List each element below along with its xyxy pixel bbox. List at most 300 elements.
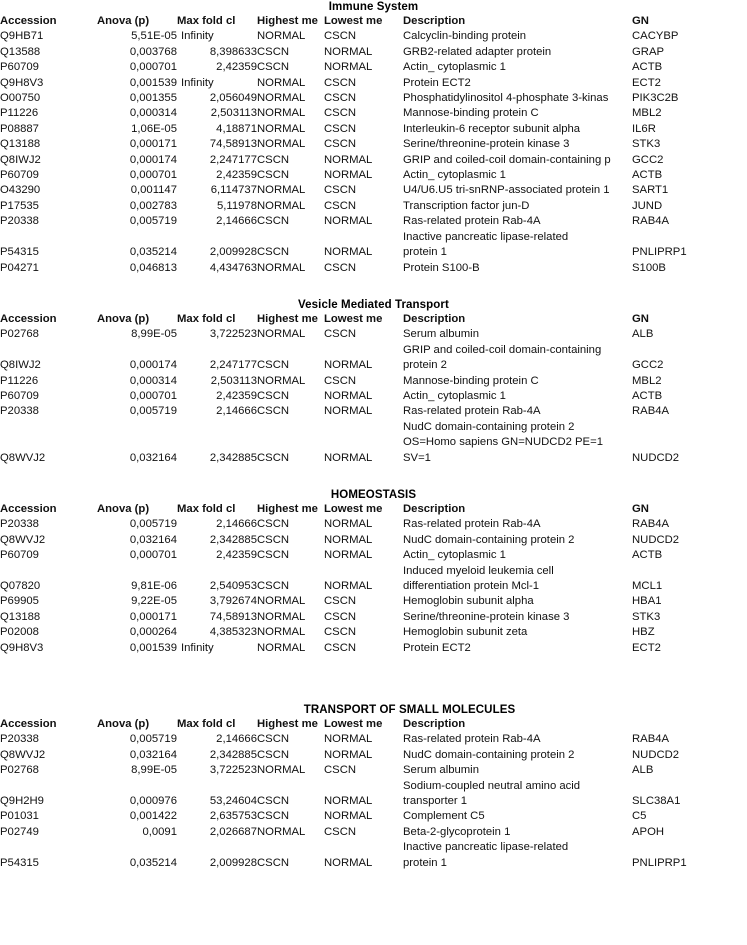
description-line: Inactive pancreatic lipase-related xyxy=(403,230,569,243)
cell-lowest-mean: NORMAL xyxy=(324,451,373,464)
cell-anova-p: 0,002783 xyxy=(129,199,177,212)
cell-gene-name: S100B xyxy=(632,261,666,274)
table-row xyxy=(0,261,747,276)
description-line: Induced myeloid leukemia cell xyxy=(403,564,554,577)
cell-anova-p: 0,005719 xyxy=(129,215,177,228)
cell-description xyxy=(403,168,632,183)
cell-gene-name: C5 xyxy=(632,810,647,823)
cell-lowest-mean: NORMAL xyxy=(324,359,373,372)
column-header-highest-mean: Highest me xyxy=(257,502,318,515)
cell-gene-name: NUDCD2 xyxy=(632,533,680,546)
table-row xyxy=(0,199,747,214)
section-spacer xyxy=(0,276,747,298)
description-lines xyxy=(403,374,632,389)
cell-lowest-mean: NORMAL xyxy=(324,733,373,746)
cell-highest-mean: NORMAL xyxy=(257,825,306,838)
cell-description xyxy=(403,825,632,840)
section-title: Vesicle Mediated Transport xyxy=(298,298,449,311)
description-lines xyxy=(403,76,632,91)
section-spacer xyxy=(0,656,747,703)
cell-anova-p: 9,81E-06 xyxy=(131,580,177,592)
cell-description xyxy=(403,564,632,595)
cell-description xyxy=(403,91,632,106)
cell-lowest-mean: CSCN xyxy=(324,595,357,608)
column-header-gn: GN xyxy=(632,502,649,515)
column-header-accession: Accession xyxy=(0,718,57,731)
cell-highest-mean: NORMAL xyxy=(257,184,306,197)
cell-highest-mean: NORMAL xyxy=(257,138,306,151)
description-line: NudC domain-containing protein 2 xyxy=(403,420,575,433)
cell-max-fold-change: 2,009928 xyxy=(209,856,257,869)
cell-description xyxy=(403,779,632,810)
cell-lowest-mean: NORMAL xyxy=(324,45,373,58)
cell-anova-p: 0,000174 xyxy=(129,153,177,166)
description-lines xyxy=(403,137,632,152)
cell-highest-mean: CSCN xyxy=(257,810,290,823)
table-row xyxy=(0,389,747,404)
cell-max-fold-change: 2,503113 xyxy=(210,107,257,120)
column-header-anova: Anova (p) xyxy=(97,502,150,515)
cell-description xyxy=(403,404,632,419)
cell-anova-p: 0,035214 xyxy=(129,246,177,259)
table-row xyxy=(0,533,747,548)
cell-description xyxy=(403,183,632,198)
table-row xyxy=(0,183,747,198)
cell-max-fold-change: 2,635753 xyxy=(209,810,257,823)
cell-lowest-mean: NORMAL xyxy=(324,518,373,531)
table-row xyxy=(0,517,747,532)
cell-lowest-mean: CSCN xyxy=(324,610,357,623)
cell-lowest-mean: NORMAL xyxy=(324,61,373,74)
section-title: HOMEOSTASIS xyxy=(330,488,417,501)
cell-highest-mean: CSCN xyxy=(257,451,290,464)
cell-highest-mean: CSCN xyxy=(257,733,290,746)
cell-accession: P02768 xyxy=(0,764,39,777)
table-row xyxy=(0,230,747,261)
description-line: Serine/threonine-protein kinase 3 xyxy=(403,138,570,151)
cell-lowest-mean: NORMAL xyxy=(324,795,373,808)
table-row xyxy=(0,809,747,824)
cell-anova-p: 0,000976 xyxy=(129,795,177,808)
table-row xyxy=(0,594,747,609)
cell-highest-mean: CSCN xyxy=(257,748,290,761)
cell-max-fold-change: 2,247177 xyxy=(209,359,257,372)
cell-gene-name: PNLIPRP1 xyxy=(632,246,687,259)
cell-max-fold-change: 53,24604 xyxy=(209,795,257,808)
cell-highest-mean: CSCN xyxy=(257,518,290,531)
cell-lowest-mean: CSCN xyxy=(324,76,357,89)
cell-lowest-mean: NORMAL xyxy=(324,389,373,402)
description-line: transporter 1 xyxy=(403,795,468,808)
cell-lowest-mean: CSCN xyxy=(324,764,357,777)
cell-anova-p: 0,046813 xyxy=(129,261,177,274)
cell-max-fold-change: 2,14666 xyxy=(216,733,257,746)
cell-accession: P60709 xyxy=(0,169,39,182)
cell-gene-name: ACTB xyxy=(632,61,663,74)
description-lines xyxy=(403,517,632,532)
description-lines xyxy=(403,825,632,840)
table-row xyxy=(0,76,747,91)
cell-accession: P20338 xyxy=(0,733,39,746)
cell-description xyxy=(403,60,632,75)
description-line: Hemoglobin subunit alpha xyxy=(403,595,534,608)
description-lines xyxy=(403,610,632,625)
cell-highest-mean: CSCN xyxy=(257,533,290,546)
cell-max-fold-change: 2,342885 xyxy=(209,533,257,546)
description-line: Sodium-coupled neutral amino acid xyxy=(403,779,581,792)
description-line: Complement C5 xyxy=(403,810,485,823)
cell-max-fold-change: 2,42359 xyxy=(216,549,257,562)
cell-max-fold-change: 4,434763 xyxy=(209,261,257,274)
description-lines xyxy=(403,327,632,342)
cell-anova-p: 0,000171 xyxy=(129,610,177,623)
cell-max-fold-change: 2,42359 xyxy=(216,169,257,182)
cell-max-fold-change: 2,42359 xyxy=(216,61,257,74)
description-line: GRB2-related adapter protein xyxy=(403,45,552,58)
cell-description xyxy=(403,106,632,121)
protein-table xyxy=(0,717,747,871)
cell-lowest-mean: NORMAL xyxy=(324,215,373,228)
cell-highest-mean: CSCN xyxy=(257,580,290,592)
cell-highest-mean: NORMAL xyxy=(257,641,306,654)
description-line: Ras-related protein Rab-4A xyxy=(403,215,541,228)
column-header-lowest-mean: Lowest me xyxy=(324,15,383,27)
description-line: Protein ECT2 xyxy=(403,641,471,654)
description-lines xyxy=(403,29,632,44)
cell-gene-name: MBL2 xyxy=(632,374,662,387)
cell-max-fold-change: 8,398633 xyxy=(209,45,257,58)
pathway-section xyxy=(0,488,747,656)
column-header-description: Description xyxy=(403,15,466,27)
cell-accession: Q8IWJ2 xyxy=(0,153,41,166)
cell-description xyxy=(403,533,632,548)
cell-description xyxy=(403,840,632,871)
cell-description xyxy=(403,517,632,532)
description-lines xyxy=(403,168,632,183)
cell-anova-p: 5,51E-05 xyxy=(131,30,177,43)
description-lines xyxy=(403,779,632,810)
description-lines xyxy=(403,230,632,261)
column-header-highest-mean: Highest me xyxy=(257,312,318,325)
cell-description xyxy=(403,137,632,152)
table-header-row xyxy=(0,312,747,327)
cell-max-fold-change: 2,342885 xyxy=(209,748,257,761)
cell-gene-name: HBA1 xyxy=(632,595,662,608)
cell-highest-mean: NORMAL xyxy=(257,199,306,212)
cell-lowest-mean: CSCN xyxy=(324,107,357,120)
table-row xyxy=(0,564,747,595)
column-header-lowest-mean: Lowest me xyxy=(324,312,383,325)
column-header-max-fold-change: Max fold cl xyxy=(177,312,236,325)
cell-gene-name: STK3 xyxy=(632,138,661,151)
cell-accession: Q8WVJ2 xyxy=(0,748,46,761)
cell-anova-p: 0,005719 xyxy=(129,405,177,418)
cell-gene-name: ACTB xyxy=(632,169,663,182)
column-header-max-fold-change: Max fold cl xyxy=(177,718,236,731)
cell-lowest-mean: CSCN xyxy=(324,184,357,197)
cell-description xyxy=(403,327,632,342)
table-row xyxy=(0,214,747,229)
description-line: Serum albumin xyxy=(403,764,479,777)
cell-gene-name: RAB4A xyxy=(632,518,670,531)
cell-anova-p: 0,001539 xyxy=(129,641,177,654)
description-lines xyxy=(403,261,632,276)
cell-max-fold-change: 2,342885 xyxy=(209,451,257,464)
cell-anova-p: 1,06E-05 xyxy=(131,122,177,135)
cell-highest-mean: CSCN xyxy=(257,45,290,58)
column-header-lowest-mean: Lowest me xyxy=(324,502,383,515)
table-row xyxy=(0,748,747,763)
cell-gene-name: NUDCD2 xyxy=(632,451,680,464)
column-header-anova: Anova (p) xyxy=(97,718,150,731)
description-lines xyxy=(403,533,632,548)
cell-anova-p: 0,000171 xyxy=(129,138,177,151)
table-row xyxy=(0,168,747,183)
column-header-highest-mean: Highest me xyxy=(257,15,318,27)
cell-lowest-mean: NORMAL xyxy=(324,405,373,418)
cell-highest-mean: NORMAL xyxy=(257,328,306,341)
cell-accession: P11226 xyxy=(0,374,39,387)
table-row xyxy=(0,404,747,419)
cell-anova-p: 9,22E-05 xyxy=(131,595,177,608)
cell-description xyxy=(403,230,632,261)
cell-anova-p: 0,000174 xyxy=(129,359,177,372)
column-header-gn xyxy=(632,717,747,732)
cell-highest-mean: CSCN xyxy=(257,389,290,402)
cell-lowest-mean: CSCN xyxy=(324,374,357,387)
cell-accession: Q9HB71 xyxy=(0,30,44,43)
column-header-anova: Anova (p) xyxy=(97,312,150,325)
description-line: GRIP and coiled-coil domain-containing xyxy=(403,343,602,356)
table-row xyxy=(0,420,747,466)
cell-gene-name: ALB xyxy=(632,328,654,341)
description-line: Calcyclin-binding protein xyxy=(403,30,527,43)
cell-accession: Q07820 xyxy=(0,580,41,592)
table-row xyxy=(0,153,747,168)
pathway-section xyxy=(0,703,747,871)
description-line: Protein ECT2 xyxy=(403,76,471,89)
cell-accession: Q13588 xyxy=(0,45,41,58)
cell-lowest-mean: NORMAL xyxy=(324,856,373,869)
cell-highest-mean: NORMAL xyxy=(257,626,306,639)
cell-gene-name: GCC2 xyxy=(632,153,664,166)
table-row xyxy=(0,548,747,563)
description-line: Beta-2-glycoprotein 1 xyxy=(403,825,511,838)
description-line: NudC domain-containing protein 2 xyxy=(403,748,575,761)
cell-anova-p: 0,0091 xyxy=(142,825,177,838)
description-line: Ras-related protein Rab-4A xyxy=(403,405,541,418)
cell-accession: P54315 xyxy=(0,856,39,869)
description-lines xyxy=(403,153,632,168)
section-spacer xyxy=(0,466,747,488)
cell-accession: P20338 xyxy=(0,215,39,228)
cell-highest-mean: CSCN xyxy=(257,405,290,418)
pathway-section xyxy=(0,0,747,276)
cell-max-fold-change: 3,722523 xyxy=(209,764,257,777)
description-line: Hemoglobin subunit zeta xyxy=(403,626,528,639)
cell-anova-p: 0,000701 xyxy=(129,389,177,402)
cell-accession: Q8WVJ2 xyxy=(0,451,46,464)
description-lines xyxy=(403,809,632,824)
column-header-description: Description xyxy=(403,718,466,731)
cell-anova-p: 0,005719 xyxy=(129,733,177,746)
description-line: Actin_ cytoplasmic 1 xyxy=(403,549,506,562)
cell-anova-p: 0,032164 xyxy=(129,533,177,546)
cell-highest-mean: CSCN xyxy=(257,61,290,74)
cell-max-fold-change: 2,503113 xyxy=(210,374,257,387)
description-line: OS=Homo sapiens GN=NUDCD2 PE=1 xyxy=(403,436,603,449)
description-line: SV=1 xyxy=(403,451,431,464)
cell-highest-mean: NORMAL xyxy=(257,610,306,623)
description-line: Actin_ cytoplasmic 1 xyxy=(403,169,506,182)
cell-max-fold-change: 74,58913 xyxy=(209,610,257,623)
cell-accession: P69905 xyxy=(0,595,39,608)
description-line: Interleukin-6 receptor subunit alpha xyxy=(403,122,581,135)
cell-gene-name: ECT2 xyxy=(632,76,661,89)
description-lines xyxy=(403,763,632,778)
cell-gene-name: ACTB xyxy=(632,389,663,402)
cell-accession: Q8IWJ2 xyxy=(0,359,41,372)
cell-accession: P01031 xyxy=(0,810,39,823)
cell-gene-name: GRAP xyxy=(632,45,665,58)
table-row xyxy=(0,840,747,871)
cell-highest-mean: CSCN xyxy=(257,795,290,808)
description-lines xyxy=(403,404,632,419)
cell-description xyxy=(403,732,632,747)
description-line: Actin_ cytoplasmic 1 xyxy=(403,61,506,74)
cell-highest-mean: CSCN xyxy=(257,359,290,372)
cell-highest-mean: CSCN xyxy=(257,856,290,869)
description-lines xyxy=(403,214,632,229)
description-line: Serum albumin xyxy=(403,328,479,341)
cell-lowest-mean: CSCN xyxy=(324,641,357,654)
cell-lowest-mean: NORMAL xyxy=(324,810,373,823)
cell-gene-name: CACYBP xyxy=(632,30,679,43)
description-lines xyxy=(403,199,632,214)
cell-max-fold-change: 2,14666 xyxy=(216,215,257,228)
cell-description xyxy=(403,389,632,404)
cell-max-fold-change: 5,11978 xyxy=(217,199,257,212)
table-row xyxy=(0,779,747,810)
cell-anova-p: 0,032164 xyxy=(129,748,177,761)
cell-highest-mean: NORMAL xyxy=(257,92,306,105)
table-row xyxy=(0,137,747,152)
cell-lowest-mean: CSCN xyxy=(324,825,357,838)
cell-lowest-mean: CSCN xyxy=(324,138,357,151)
cell-gene-name: JUND xyxy=(632,199,663,212)
cell-description xyxy=(403,548,632,563)
table-row xyxy=(0,825,747,840)
cell-accession: O43290 xyxy=(0,184,41,197)
cell-description xyxy=(403,122,632,137)
cell-gene-name: PIK3C2B xyxy=(632,92,679,105)
cell-accession: P11226 xyxy=(0,107,39,120)
cell-gene-name: STK3 xyxy=(632,610,661,623)
cell-description xyxy=(403,625,632,640)
cell-accession: Q9H8V3 xyxy=(0,641,44,654)
cell-gene-name: RAB4A xyxy=(632,215,670,228)
description-lines xyxy=(403,641,632,656)
cell-highest-mean: NORMAL xyxy=(257,261,306,274)
description-line: Serine/threonine-protein kinase 3 xyxy=(403,610,570,623)
cell-gene-name: APOH xyxy=(632,825,665,838)
description-lines xyxy=(403,91,632,106)
cell-max-fold-change: 2,540953 xyxy=(209,580,257,592)
cell-accession: Q13188 xyxy=(0,610,41,623)
description-line: differentiation protein Mcl-1 xyxy=(403,580,540,592)
cell-lowest-mean: NORMAL xyxy=(324,169,373,182)
column-header-accession: Accession xyxy=(0,502,57,515)
cell-description xyxy=(403,748,632,763)
cell-anova-p: 8,99E-05 xyxy=(131,764,177,777)
cell-gene-name: IL6R xyxy=(632,122,656,135)
table-row xyxy=(0,106,747,121)
description-lines xyxy=(403,420,632,466)
cell-max-fold-change: 2,14666 xyxy=(216,518,257,531)
cell-max-fold-change: 3,722523 xyxy=(209,328,257,341)
cell-gene-name: RAB4A xyxy=(632,405,670,418)
cell-accession: P60709 xyxy=(0,389,39,402)
cell-highest-mean: NORMAL xyxy=(257,122,306,135)
protein-table xyxy=(0,502,747,656)
cell-accession: P02008 xyxy=(0,626,39,639)
cell-gene-name: RAB4A xyxy=(632,733,670,746)
description-line: protein 1 xyxy=(403,246,447,259)
cell-accession: Q9H2H9 xyxy=(0,795,44,808)
cell-description xyxy=(403,641,632,656)
table-row xyxy=(0,641,747,656)
cell-lowest-mean: CSCN xyxy=(324,626,357,639)
description-line: NudC domain-containing protein 2 xyxy=(403,533,575,546)
cell-max-fold-change: 3,792674 xyxy=(209,595,257,608)
cell-description xyxy=(403,343,632,374)
cell-gene-name: GCC2 xyxy=(632,359,664,372)
cell-lowest-mean: CSCN xyxy=(324,30,357,43)
cell-accession: Q13188 xyxy=(0,138,41,151)
cell-highest-mean: NORMAL xyxy=(257,595,306,608)
cell-description xyxy=(403,420,632,466)
cell-max-fold-change: 4,385323 xyxy=(209,626,257,639)
cell-description xyxy=(403,29,632,44)
cell-anova-p: 0,000314 xyxy=(129,107,177,120)
cell-accession: Q8WVJ2 xyxy=(0,533,46,546)
table-row xyxy=(0,625,747,640)
cell-highest-mean: CSCN xyxy=(257,169,290,182)
cell-lowest-mean: NORMAL xyxy=(324,533,373,546)
description-line: GRIP and coiled-coil domain-containing p xyxy=(403,153,611,166)
cell-highest-mean: NORMAL xyxy=(257,764,306,777)
description-lines xyxy=(403,625,632,640)
cell-max-fold-change: 74,58913 xyxy=(209,138,257,151)
cell-description xyxy=(403,261,632,276)
cell-highest-mean: CSCN xyxy=(257,246,290,259)
cell-description xyxy=(403,76,632,91)
description-lines xyxy=(403,183,632,198)
cell-highest-mean: CSCN xyxy=(257,153,290,166)
description-lines xyxy=(403,564,632,595)
description-lines xyxy=(403,840,632,871)
section-title: Immune System xyxy=(328,1,419,13)
description-line: Ras-related protein Rab-4A xyxy=(403,518,541,531)
table-row xyxy=(0,610,747,625)
cell-max-fold-change: 2,14666 xyxy=(216,405,257,418)
cell-description xyxy=(403,610,632,625)
description-lines xyxy=(403,106,632,121)
cell-gene-name: ALB xyxy=(632,764,654,777)
table-row xyxy=(0,343,747,374)
cell-max-fold-change: Infinity xyxy=(181,76,214,89)
cell-accession: P54315 xyxy=(0,246,39,259)
